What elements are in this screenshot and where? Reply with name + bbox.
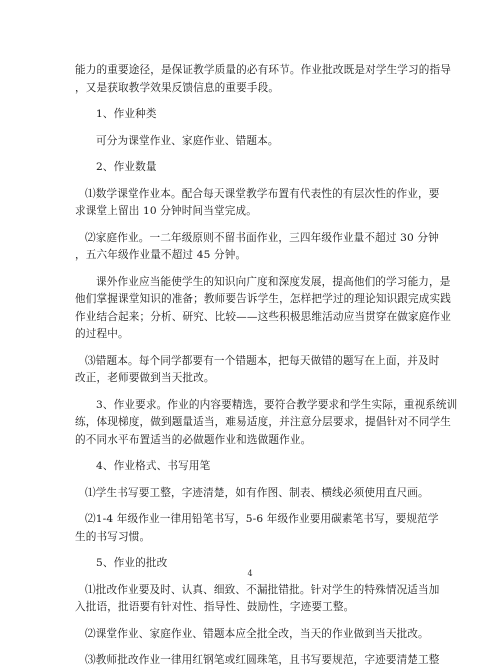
text-line: 改正，老师要做到当天批改。	[75, 372, 215, 384]
text-line: ⑵1-4 年级作业一律用铅笔书写，5-6 年级作业要用碳素笔书写，要规范学	[85, 513, 439, 525]
text-line: ⑶教师批改作业一律用红钢笔或红圆珠笔，且书写要规范，字迹要清楚工整	[85, 654, 440, 666]
text-line: ⑴数学课堂作业本。配合每天课堂教学布置有代表性的有层次性的作业，要	[85, 187, 440, 200]
text-line: 4、作业格式、书写用笔	[96, 460, 211, 472]
text-line: 3、作业要求。作业的内容要精选，要符合教学要求和学生实际，重视系统训	[96, 398, 458, 411]
text-line: 课外作业应当能使学生的知识向广度和深度发展，提高他们的学习能力，是	[96, 275, 451, 288]
text-line: 的过程中。	[75, 328, 129, 340]
page-number: 4	[247, 569, 253, 578]
text-line: ⑶错题本。每个同学都要有一个错题本，把每天做错的题写在上面，并及时	[85, 354, 440, 367]
text-line: ，五六年级作业量不超过 45 分钟。	[75, 249, 247, 261]
document-body	[75, 62, 458, 670]
text-line: 求课堂上留出 10 分钟时间当堂完成。	[75, 205, 257, 217]
text-line: ⑴批改作业要及时、认真、细致、不漏批错批。针对学生的特殊情况适当加	[85, 583, 440, 596]
text-line: 生的书写习惯。	[75, 530, 151, 543]
text-line: 的不同水平布置适当的必做题作业和选做题作业。	[75, 433, 312, 446]
text-line: 能力的重要途径，是保证教学质量的必有环节。作业批改既是对学生学习的指导	[75, 64, 452, 76]
text-line: ⑴学生书写要工整，字迹清楚，如有作图、制表、横线必须使用直尺画。	[85, 486, 429, 499]
text-line: ⑵家庭作业。一二年级原则不留书面作业，三四年级作业量不超过 30 分钟	[85, 231, 439, 244]
text-line: 作业结合起来；分析、研究、比较——这些积极思维活动应当贯穿在做家庭作业	[75, 310, 452, 323]
text-line: 5、作业的批改	[96, 557, 168, 569]
text-line: 可分为课堂作业、家庭作业、错题本。	[96, 134, 279, 147]
text-line: 入批语，批语要有针对性、指导性、鼓励性，字迹要工整。	[75, 601, 355, 613]
text-line: ，又是获取教学效果反馈信息的重要手段。	[75, 81, 280, 94]
text-line: ⑵课堂作业、家庭作业、错题本应全批全改，当天的作业做到当天批改。	[85, 627, 429, 640]
text-line: 他们掌握课堂知识的准备；教师要告诉学生，怎样把学过的理论知识跟完成实践	[75, 293, 452, 305]
text-line: 练，体现梯度，做到题量适当，难易适度，并注意分层要求，提倡针对不同学生	[75, 416, 452, 428]
text-line: 2、作业数量	[96, 161, 157, 173]
text-line: 1、作业种类	[96, 108, 157, 120]
